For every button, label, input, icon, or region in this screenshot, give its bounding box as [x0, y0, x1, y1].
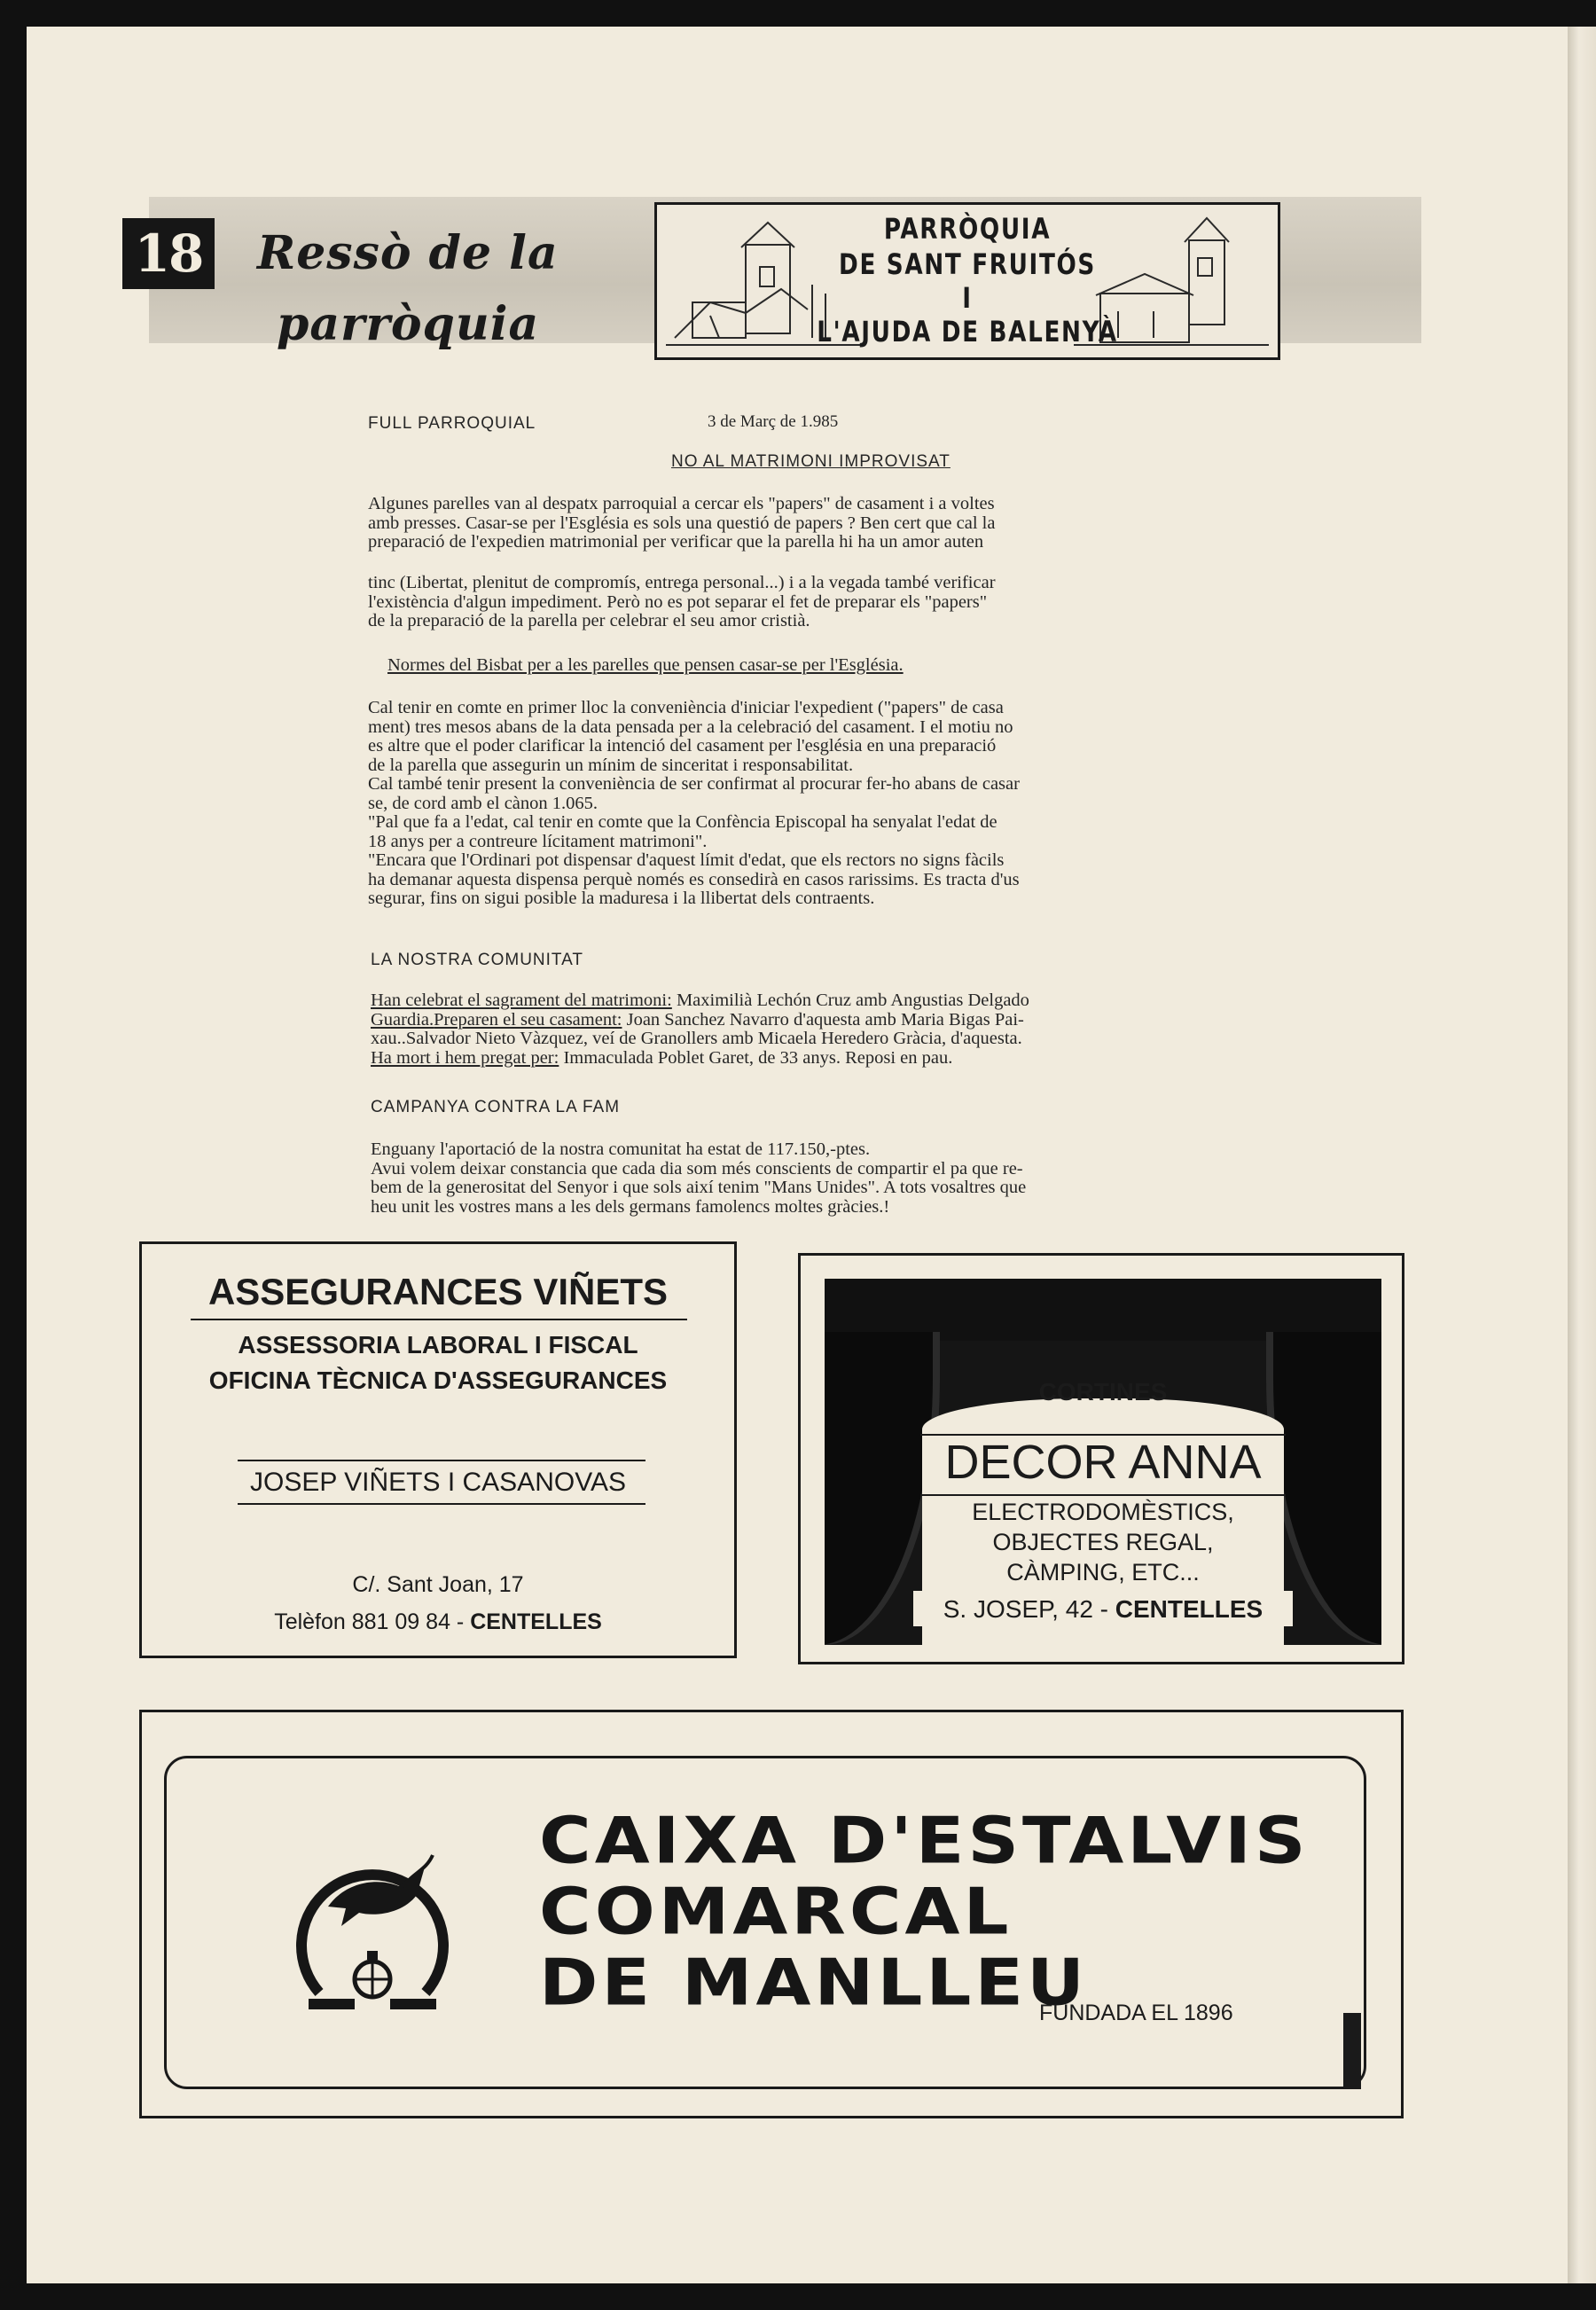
decor-top: CORTINES [1038, 1378, 1168, 1406]
page-number: 18 [122, 218, 215, 289]
text-label: Preparen el seu casament: [434, 1009, 622, 1030]
section-title-line1: Ressò de la [257, 226, 559, 280]
article-date: 3 de Març de 1.985 [708, 412, 839, 431]
campaign-paragraph [371, 1140, 1026, 1217]
page-spine [1568, 27, 1596, 2283]
bank-name-line2: COMARCAL [539, 1874, 1013, 1949]
dove-globe-icon [293, 1802, 452, 2024]
text-line: amb presses. Casar-se per l'Església es sols una questió de papers ? Ben cert que cal la [368, 513, 996, 533]
community-paragraph [371, 991, 1029, 1068]
vinets-line1: ASSESSORIA LABORAL I FISCAL [238, 1331, 638, 1359]
text-line: Enguany l'aportació de la nostra comunitat ha estat de 117.150,-ptes. [371, 1139, 871, 1159]
vinets-line2: OFICINA TÈCNICA D'ASSEGURANCES [208, 1366, 668, 1394]
full-parroquial-label: FULL PARROQUIAL [368, 414, 536, 433]
vinets-address: C/. Sant Joan, 17 [352, 1572, 524, 1597]
intro-paragraph-a [368, 495, 995, 552]
ad-assegurances-vinets [139, 1241, 737, 1658]
text-line: Algunes parelles van al despatx parroquial a cercar els "papers" de casament i a voltes [368, 494, 995, 513]
divider [238, 1503, 645, 1505]
bank-founded: FUNDADA EL 1896 [1039, 2001, 1233, 2025]
decor-town: CENTELLES [1115, 1595, 1264, 1623]
decor-line2: OBJECTES REGAL, [992, 1529, 1214, 1555]
article-title: NO AL MATRIMONI IMPROVISAT [671, 452, 951, 471]
text-line: se, de cord amb el cànon 1.065. [368, 793, 598, 813]
community-title: LA NOSTRA COMUNITAT [371, 951, 583, 969]
text-line: l'existència d'algun impediment. Però no es pot separar el fet de preparar els "papers" [368, 591, 988, 612]
vinets-owner: JOSEP VIÑETS I CASANOVAS [249, 1468, 626, 1497]
norms-title: Normes del Bisbat per a les parelles que pensen casar-se per l'Església. [387, 655, 904, 675]
decor-text-layer [825, 1279, 1381, 1645]
decor-address-text: S. JOSEP, 42 - [943, 1595, 1115, 1623]
text-label: Guardia. [371, 1009, 434, 1030]
divider [238, 1460, 645, 1461]
text-line: Cal tenir en comte en primer lloc la conveniència d'iniciar l'expedient ("papers" de casa [368, 698, 1004, 717]
parish-line2: DE SANT FRUITÓS [839, 247, 1096, 281]
text-line: bem de la generositat del Senyor i que sols així tenim "Mans Unides". A tots vosaltres que [371, 1178, 1027, 1197]
text-line: segurar, fins on sigui posible la maduresa i la llibertat dels contraents. [368, 889, 875, 908]
text-line: xau..Salvador Nieto Vàzquez, veí de Granollers amb Micaela Heredero Gràcia, d'aquesta. [371, 1029, 1022, 1048]
campaign-title: CAMPANYA CONTRA LA FAM [371, 1098, 621, 1116]
divider [191, 1319, 687, 1320]
parish-banner [654, 202, 1280, 360]
norms-paragraph [368, 699, 1020, 909]
parish-line1: PARRÒQUIA [883, 212, 1052, 246]
text-line: heu unit les vostres mans a les dels germans famolencs moltes gràcies.! [371, 1196, 890, 1217]
text-line: 18 anys per a contreure lícitament matrimoni". [368, 831, 708, 851]
vinets-town: CENTELLES [470, 1609, 602, 1634]
text-line: Avui volem deixar constancia que cada dia som més conscients de compartir el pa que re- [371, 1158, 1023, 1178]
text-label: Han celebrat el sagrament del matrimoni: [371, 991, 672, 1010]
text-line: "Encara que l'Ordinari pot dispensar d'aquest límit d'edat, que els rectors no signs fàcils [368, 850, 1005, 870]
vinets-phone-label: Telèfon 881 09 84 - [274, 1609, 471, 1634]
section-title-line2: parròquia [277, 297, 540, 351]
text-span: Immaculada Poblet Garet, de 33 anys. Reposi en pau. [559, 1047, 953, 1068]
divider [920, 1494, 1286, 1496]
text-line: de la preparació de la parella per celebrar el seu amor cristià. [368, 611, 810, 630]
decor-name: DECOR ANNA [944, 1436, 1262, 1489]
decor-line3: CÀMPING, ETC... [1006, 1559, 1200, 1586]
parish-line4: L'AJUDA DE BALENYÀ [817, 315, 1118, 348]
frame-shadow [1343, 2013, 1361, 2089]
bank-name-line3: DE MANLLEU [539, 1945, 1088, 2020]
text-line: ment) tres mesos abans de la data pensada per a la celebració del casament. I el motiu no [368, 716, 1013, 737]
decor-line1: ELECTRODOMÈSTICS, [972, 1499, 1234, 1525]
text-line: es altre que el poder clarificar la intenció del casament per l'església en una preparació [368, 736, 997, 756]
text-span: Maximilià Lechón Cruz amb Angustias Delgado [671, 991, 1029, 1010]
vinets-phone [142, 1609, 734, 1635]
bank-name-line1: CAIXA D'ESTALVIS [539, 1803, 1310, 1878]
text-line: tinc (Libertat, plenitut de compromís, entrega personal...) i a la vegada també verificar [368, 573, 996, 592]
text-line: de la parella que assegurin un mínim de sinceritat i responsabilitat. [368, 755, 854, 775]
text-line: "Pal que fa a l'edat, cal tenir en comte que la Confència Episcopal ha senyalat l'edat de [368, 812, 998, 832]
text-label: Ha mort i hem pregat per: [371, 1047, 559, 1068]
text-span: Joan Sanchez Navarro d'aquesta amb Maria Bigas Pai- [622, 1009, 1024, 1030]
intro-paragraph-b [368, 574, 996, 631]
text-line: ha demanar aquesta dispensa perquè només es consedirà en casos rarissims. Es tracta d'us [368, 869, 1020, 889]
text-line: Cal també tenir present la conveniència de ser confirmat al procurar fer-ho abans de casar [368, 774, 1020, 794]
text-line: preparació de l'expedien matrimonial per verificar que la parella hi ha un amor auten [368, 532, 984, 552]
vinets-title: ASSEGURANCES VIÑETS [207, 1271, 669, 1312]
parish-line3: I [962, 281, 973, 315]
decor-address [825, 1595, 1381, 1624]
